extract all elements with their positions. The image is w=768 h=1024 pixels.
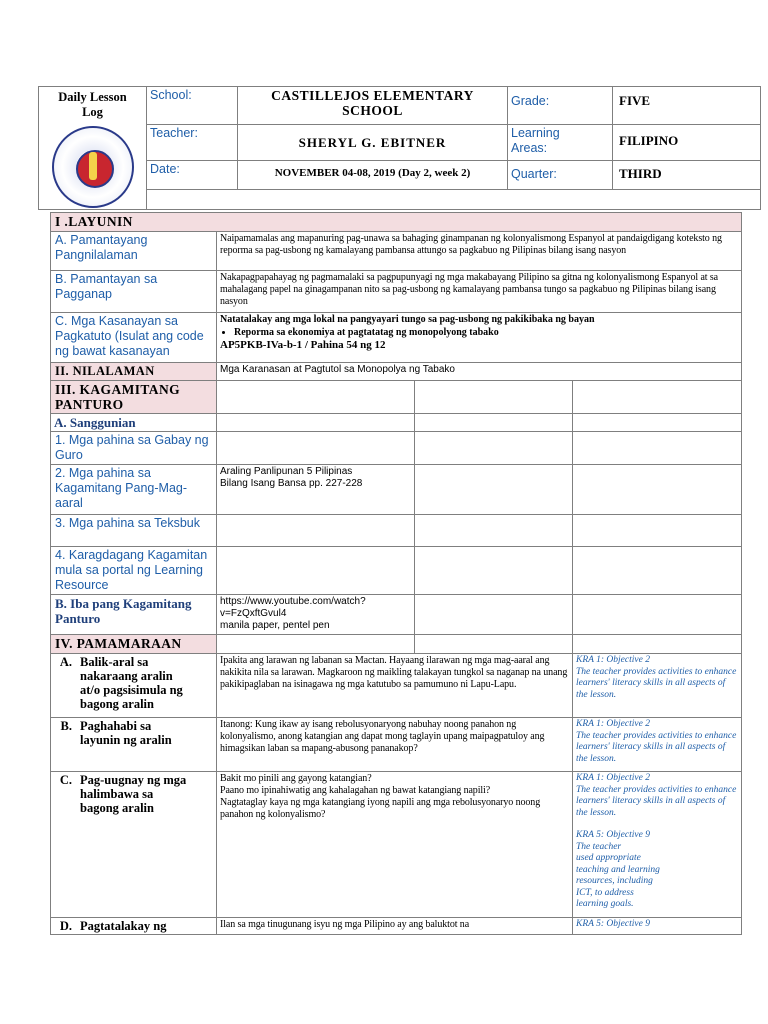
- procedure-b-kra: KRA 1: Objective 2 The teacher provides activities to enhance learners' literacy skills in all aspects of the lesson.: [573, 718, 742, 772]
- procedure-c-label: C. Pag-uugnay ng mga halimbawa sa bagong aralin: [51, 772, 217, 918]
- pamantayang-pangnilalaman-text: Naipamamalas ang mapanuring pag-unawa sa bahaging ginampanan ng kolonyalismong Espanyol at pandaigdigang koteksto ng reporma sa pag-usbong ng kamalayang pambansa attungo sa pagkabuo ng Pilipinas bilang isang nasyon: [217, 232, 742, 271]
- procedure-a-label: A. Balik-aral sa nakaraang aralin at/o pagsisimula ng bagong aralin: [51, 654, 217, 718]
- procedure-a-text: Ipakita ang larawan ng labanan sa Mactan. Hayaang ilarawan ng mga mag-aaral ang nakikita nila sa larawan. Magkaroon ng maikling talakayan tungkol sa naganap na unang pakikipaglaban na isinagawa ng mga katutubo sa pamumuno ni Lapu-Lapu.: [217, 654, 573, 718]
- header-table: [38, 86, 761, 210]
- teacher-value: SHERYL G. EBITNER: [238, 124, 508, 161]
- pamantayan-pagganap-text: Nakapagpapahayag ng pagmamalaki sa pagpupunyagi ng mga makabayang Pilipino sa gitna ng kolonyalismong Espanyol at sa mahalagang papel na ginagampanan nito sa pag-usbong ng kamalayang pambansa tungo sa pagkabuo ng Pilipinas bilang isang nasyon: [217, 271, 742, 313]
- gabay-guro-label: 1. Mga pahina sa Gabay ng Guro: [51, 432, 217, 465]
- nilalaman-text: Mga Karanasan at Pagtutol sa Monopolya ng Tabako: [217, 363, 742, 381]
- lesson-table: [50, 212, 742, 935]
- section-layunin: I .LAYUNIN: [51, 213, 742, 232]
- section-nilalaman: II. NILALAMAN: [51, 363, 217, 381]
- procedure-d-label: D. Pagtatalakay ng: [51, 918, 217, 935]
- section-kagamitan: III. KAGAMITANG PANTURO: [51, 381, 217, 414]
- kagamitang-mag-aaral-text: Araling Panlipunan 5 Pilipinas Bilang Isang Bansa pp. 227-228: [217, 465, 415, 515]
- kasanayan-code: AP5PKB-IVa-b-1 / Pahina 54 ng 12: [220, 339, 386, 351]
- sanggunian-label: A. Sanggunian: [51, 414, 217, 432]
- dll-title: Daily Lesson Log: [58, 90, 127, 119]
- procedure-d-text: Ilan sa mga tinugunang isyu ng mga Pilipino ay ang baluktot na: [217, 918, 573, 935]
- kagamitang-mag-aaral-label: 2. Mga pahina sa Kagamitang Pang-Mag-aaral: [51, 465, 217, 515]
- logo-cell: [39, 87, 147, 210]
- deped-seal-icon: [52, 126, 134, 208]
- school-value: CASTILLEJOS ELEMENTARY SCHOOL: [238, 87, 508, 125]
- section-pamamaraan: IV. PAMAMARAAN: [51, 635, 217, 654]
- youtube-link[interactable]: https://www.youtube.com/watch?: [220, 596, 366, 607]
- procedure-c-kra: KRA 1: Objective 2 The teacher provides activities to enhance learners' literacy skills in all aspects of the lesson. KRA 5: Objective 9 The teacher used appropriate teaching and learning resources, including ICT, to address learning goals.: [573, 772, 742, 918]
- iba-pang-kagamitan-text: https://www.youtube.com/watch? v=FzQxftGvul4 manila paper, pentel pen: [217, 595, 415, 635]
- pamantayan-pagganap-label: B. Pamantayan sa Pagganap: [51, 271, 217, 313]
- empty-header-row: [147, 190, 761, 210]
- kasanayan-label: C. Mga Kasanayan sa Pagkatuto (Isulat ang code ng bawat kasanayan: [51, 313, 217, 363]
- procedure-b-label: B. Paghahabi sa layunin ng aralin: [51, 718, 217, 772]
- quarter-label: Quarter:: [508, 161, 613, 190]
- procedure-d-kra: KRA 5: Objective 9: [573, 918, 742, 935]
- quarter-value: THIRD: [613, 161, 761, 190]
- kasanayan-bullet: • Reporma sa ekonomiya at pagtatatag ng monopolyong tabako: [234, 327, 738, 340]
- grade-value: FIVE: [613, 87, 761, 125]
- teacher-label: Teacher:: [147, 124, 238, 161]
- school-label: School:: [147, 87, 238, 125]
- procedure-a-kra: KRA 1: Objective 2 The teacher provides activities to enhance learners' literacy skills in all aspects of the lesson.: [573, 654, 742, 718]
- date-label: Date:: [147, 161, 238, 190]
- kasanayan-text: Natatalakay ang mga lokal na pangyayari tungo sa pag-usbong ng pakikibaka ng bayan • Reporma sa ekonomiya at pagtatatag ng monopolyong tabako AP5PKB-IVa-b-1 / Pahina 54 ng 12: [217, 313, 742, 363]
- learning-areas-label: Learning Areas:: [508, 124, 613, 161]
- iba-pang-kagamitan-label: B. Iba pang Kagamitang Panturo: [51, 595, 217, 635]
- pamantayang-pangnilalaman-label: A. Pamantayang Pangnilalaman: [51, 232, 217, 271]
- date-value: NOVEMBER 04-08, 2019 (Day 2, week 2): [238, 161, 508, 190]
- learning-areas-value: FILIPINO: [613, 124, 761, 161]
- teksbuk-label: 3. Mga pahina sa Teksbuk: [51, 515, 217, 547]
- grade-label: Grade:: [508, 87, 613, 125]
- procedure-b-text: Itanong: Kung ikaw ay isang rebolusyonaryong nabuhay noong panahon ng kolonyalismo, anong katangian ang dapat mong taglayin upang maipagpatuloy ang himagsikan laban sa mapang-abusong pananakop?: [217, 718, 573, 772]
- learning-resource-label: 4. Karagdagang Kagamitan mula sa portal ng Learning Resource: [51, 547, 217, 595]
- procedure-c-text: Bakit mo pinili ang gayong katangian? Paano mo ipinahiwatig ang kahalagahan ng bawat katangiang napili? Nagtataglay kaya ng mga katangiang iyong napili ang mga rebolusyonaryo noong panahon ng kolonyalismo?: [217, 772, 573, 918]
